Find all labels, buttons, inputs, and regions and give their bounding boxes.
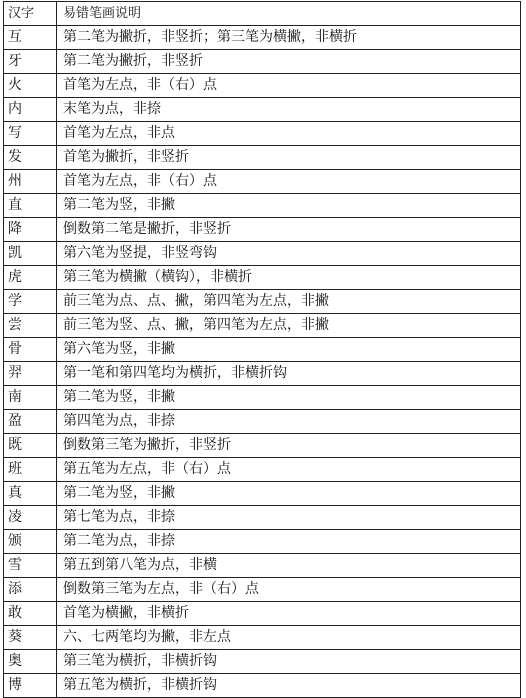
character-cell: 凌 [4,506,57,530]
description-cell: 第二笔为撇折，非竖折 [57,50,521,74]
table-row [4,386,521,410]
table-row [4,650,521,674]
header-character: 汉字 [4,2,57,26]
character-cell: 敢 [4,602,57,626]
description-cell: 倒数第三笔为撇折，非竖折 [57,434,521,458]
character-cell: 互 [4,26,57,50]
description-cell: 第五到第八笔为点，非横 [57,554,521,578]
table-row [4,338,521,362]
description-cell: 第三笔为横折，非横折钩 [57,650,521,674]
table-row [4,146,521,170]
description-cell: 倒数第二笔是撇折，非竖折 [57,218,521,242]
table-row [4,578,521,602]
table-row [4,410,521,434]
description-cell: 第六笔为竖提，非竖弯钩 [57,242,521,266]
description-cell: 第五笔为横折，非横折钩 [57,674,521,698]
table-row [4,266,521,290]
description-cell: 第七笔为点，非捺 [57,506,521,530]
description-cell: 首笔为横撇，非横折 [57,602,521,626]
description-cell: 第一笔和第四笔均为横折，非横折钩 [57,362,521,386]
stroke-error-table [3,1,521,698]
table-row [4,290,521,314]
description-cell: 首笔为撇折，非竖折 [57,146,521,170]
header-description: 易错笔画说明 [57,2,521,26]
character-cell: 虎 [4,266,57,290]
table-row [4,362,521,386]
character-cell: 尝 [4,314,57,338]
character-cell: 奥 [4,650,57,674]
character-cell: 既 [4,434,57,458]
description-cell: 前三笔为点、点、撇，第四笔为左点，非撇 [57,290,521,314]
table-row [4,26,521,50]
description-cell: 末笔为点，非捺 [57,98,521,122]
description-cell: 第四笔为点，非捺 [57,410,521,434]
table-row [4,674,521,698]
character-cell: 直 [4,194,57,218]
character-cell: 牙 [4,50,57,74]
description-cell: 第二笔为竖，非撇 [57,482,521,506]
table-row [4,554,521,578]
character-cell: 骨 [4,338,57,362]
table-row [4,170,521,194]
description-cell: 第二笔为竖，非撇 [57,194,521,218]
description-cell: 第五笔为左点，非（右）点 [57,458,521,482]
table-row [4,530,521,554]
description-cell: 首笔为左点，非点 [57,122,521,146]
table-row [4,458,521,482]
description-cell: 首笔为左点，非（右）点 [57,170,521,194]
character-cell: 添 [4,578,57,602]
character-cell: 凯 [4,242,57,266]
table-row [4,74,521,98]
character-cell: 真 [4,482,57,506]
character-cell: 盈 [4,410,57,434]
character-cell: 降 [4,218,57,242]
character-cell: 写 [4,122,57,146]
description-cell: 前三笔为竖、点、撇，第四笔为左点，非撇 [57,314,521,338]
character-cell: 博 [4,674,57,698]
table-row [4,482,521,506]
character-cell: 雪 [4,554,57,578]
table-row [4,434,521,458]
table-body [4,26,521,698]
description-cell: 第三笔为横撇（横钩），非横折 [57,266,521,290]
table-header-row [4,2,521,26]
character-cell: 葵 [4,626,57,650]
description-cell: 第二笔为点，非捺 [57,530,521,554]
description-cell: 第二笔为撇折，非竖折；第三笔为横撇，非横折 [57,26,521,50]
description-cell: 第六笔为竖，非撇 [57,338,521,362]
table-row [4,194,521,218]
character-cell: 学 [4,290,57,314]
table-row [4,50,521,74]
table-row [4,218,521,242]
description-cell: 首笔为左点，非（右）点 [57,74,521,98]
description-cell: 倒数第三笔为左点，非（右）点 [57,578,521,602]
character-cell: 发 [4,146,57,170]
table-row [4,506,521,530]
description-cell: 六、七两笔均为撇，非左点 [57,626,521,650]
character-cell: 颁 [4,530,57,554]
table-row [4,242,521,266]
character-cell: 南 [4,386,57,410]
character-cell: 班 [4,458,57,482]
table-row [4,602,521,626]
table-row [4,314,521,338]
description-cell: 第二笔为竖，非撇 [57,386,521,410]
table-row [4,122,521,146]
character-cell: 内 [4,98,57,122]
character-cell: 羿 [4,362,57,386]
table-row [4,98,521,122]
character-cell: 州 [4,170,57,194]
character-cell: 火 [4,74,57,98]
